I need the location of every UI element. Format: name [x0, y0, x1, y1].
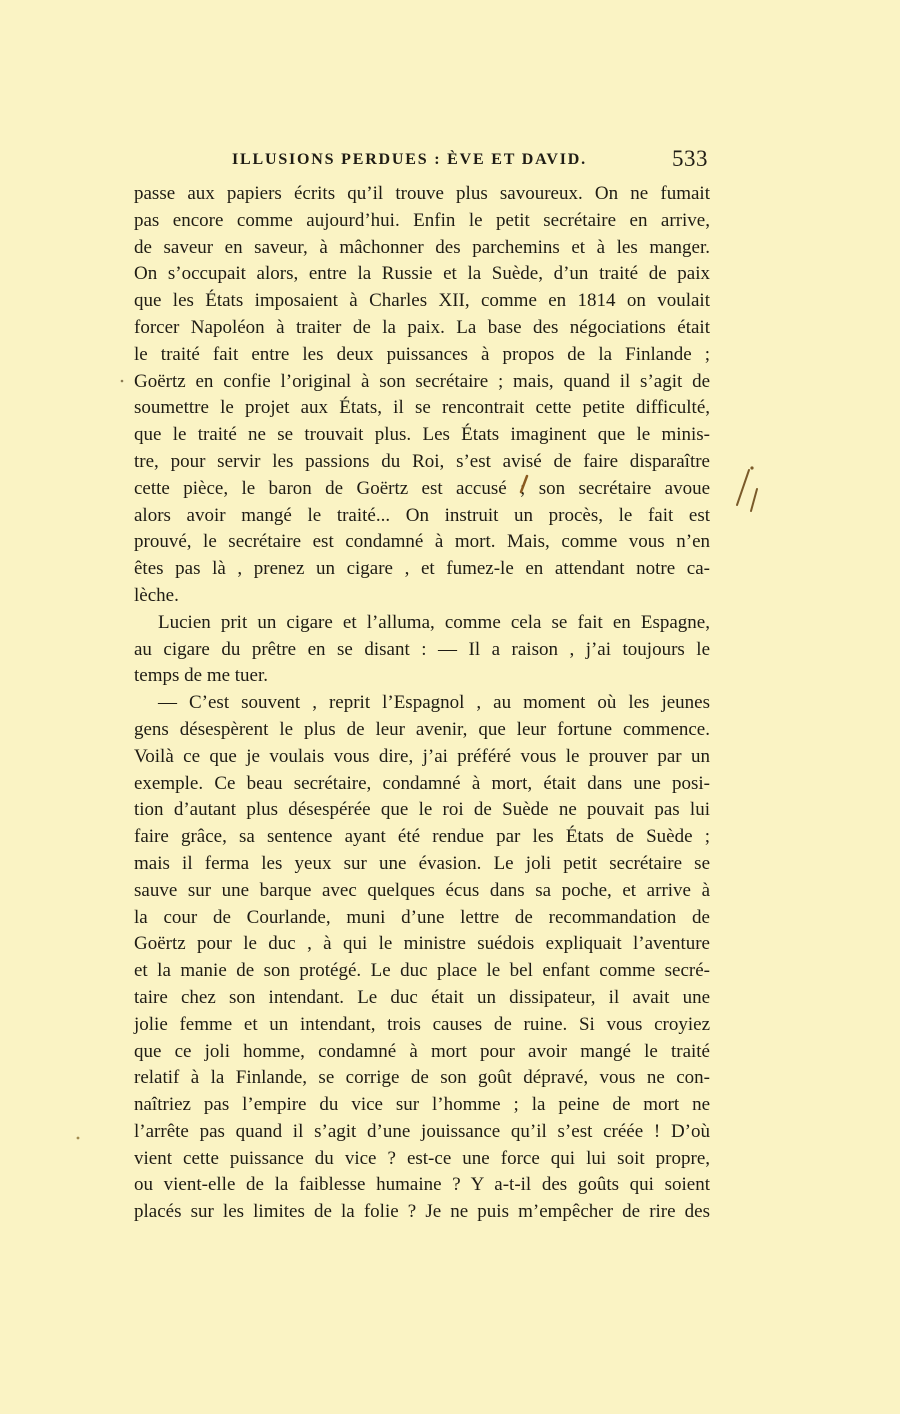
- text-line: cette pièce, le baron de Goërtz est accusé ; son secrétaire avoue: [134, 477, 710, 499]
- text-line: alors avoir mangé le traité... On instruit un procès, le fait est: [134, 504, 710, 526]
- text-line: et la manie de son protégé. Le duc place le bel enfant comme secré-: [134, 960, 710, 982]
- text-line: exemple. Ce beau secrétaire, condamné à mort, était dans une posi-: [134, 772, 710, 794]
- text-line: Goërtz en confie l’original à son secrétaire ; mais, quand il s’agit de: [134, 370, 710, 392]
- text-line: prouvé, le secrétaire est condamné à mort. Mais, comme vous n’en: [134, 531, 710, 553]
- correction-mark-margin-right: [751, 489, 757, 511]
- page-header: [232, 146, 710, 178]
- text-line: faire grâce, sa sentence ayant été rendue par les États de Suède ;: [134, 826, 710, 848]
- text-line: mais il ferma les yeux sur une évasion. Le joli petit secrétaire se: [134, 852, 710, 874]
- body-text: [134, 181, 710, 1226]
- text-line: temps de me tuer.: [134, 665, 269, 687]
- text-line: tion d’autant plus désespérée que le roi de Suède ne pouvait pas lui: [134, 799, 710, 821]
- text-line: lèche.: [134, 584, 179, 606]
- text-line: jolie femme et un intendant, trois causes de ruine. Si vous croyiez: [134, 1013, 710, 1035]
- stray-dot: [77, 1137, 80, 1140]
- text-line: tre, pour servir les passions du Roi, s’est avisé de faire disparaître: [134, 450, 710, 472]
- text-line: taire chez son intendant. Le duc était un dissipateur, il avait une: [134, 986, 710, 1008]
- text-line: que le traité ne se trouvait plus. Les États imaginent que le minis-: [134, 424, 710, 446]
- text-line: pas encore comme aujourd’hui. Enfin le petit secrétaire en arrive,: [134, 209, 710, 231]
- text-line: naîtriez pas l’empire du vice sur l’homme ; la peine de mort ne: [134, 1094, 710, 1116]
- text-line: Lucien prit un cigare et l’alluma, comme cela se fait en Espagne,: [158, 611, 710, 633]
- text-line: Voilà ce que je voulais vous dire, j’ai préféré vous le prouver par un: [134, 745, 710, 767]
- margin-dot: [750, 466, 753, 469]
- text-line: au cigare du prêtre en se disant : — Il a raison , j’ai toujours le: [134, 638, 710, 660]
- text-line: êtes pas là , prenez un cigare , et fumez-le en attendant notre ca-: [134, 558, 710, 580]
- text-line: ou vient-elle de la faiblesse humaine ? Y a-t-il des goûts qui soient: [134, 1174, 710, 1196]
- text-line: que ce joli homme, condamné à mort pour avoir mangé le traité: [134, 1040, 710, 1062]
- text-line: relatif à la Finlande, se corrige de son goût dépravé, vous ne con-: [134, 1067, 710, 1089]
- text-line: le traité fait entre les deux puissances à propos de la Finlande ;: [134, 343, 710, 365]
- text-line: placés sur les limites de la folie ? Je ne puis m’empêcher de rire des: [134, 1201, 710, 1223]
- text-line: — C’est souvent , reprit l’Espagnol , au moment où les jeunes: [158, 692, 710, 714]
- text-line: la cour de Courlande, muni d’une lettre de recommandation de: [134, 906, 710, 928]
- text-line: passe aux papiers écrits qu’il trouve plus savoureux. On ne fumait: [134, 183, 710, 204]
- page-number: 533: [672, 146, 708, 171]
- text-line: que les États imposaient à Charles XII, comme en 1814 on voulait: [134, 290, 710, 312]
- text-line: forcer Napoléon à traiter de la paix. La base des négociations était: [134, 316, 710, 338]
- stray-dot: [121, 380, 124, 383]
- text-line: sauve sur une barque avec quelques écus dans sa poche, et arrive à: [134, 879, 710, 901]
- text-line: Goërtz pour le duc , à qui le ministre suédois expliquait l’aventure: [134, 933, 710, 955]
- correction-mark-margin-left: [737, 470, 749, 505]
- text-line: de saveur en saveur, à mâchonner des parchemins et à les manger.: [134, 236, 710, 258]
- text-line: gens désespèrent le plus de leur avenir, que leur fortune commence.: [134, 718, 710, 740]
- text-line: vient cette puissance du vice ? est-ce une force qui lui soit propre,: [134, 1147, 710, 1169]
- text-line: l’arrête pas quand il s’agit d’une jouissance qu’il s’est créée ! D’où: [134, 1120, 710, 1142]
- text-line: soumettre le projet aux États, il se rencontrait cette petite difficulté,: [134, 397, 710, 419]
- running-head: ILLUSIONS PERDUES : ÈVE ET DAVID.: [232, 151, 587, 168]
- text-line: On s’occupait alors, entre la Russie et la Suède, d’un traité de paix: [134, 263, 710, 285]
